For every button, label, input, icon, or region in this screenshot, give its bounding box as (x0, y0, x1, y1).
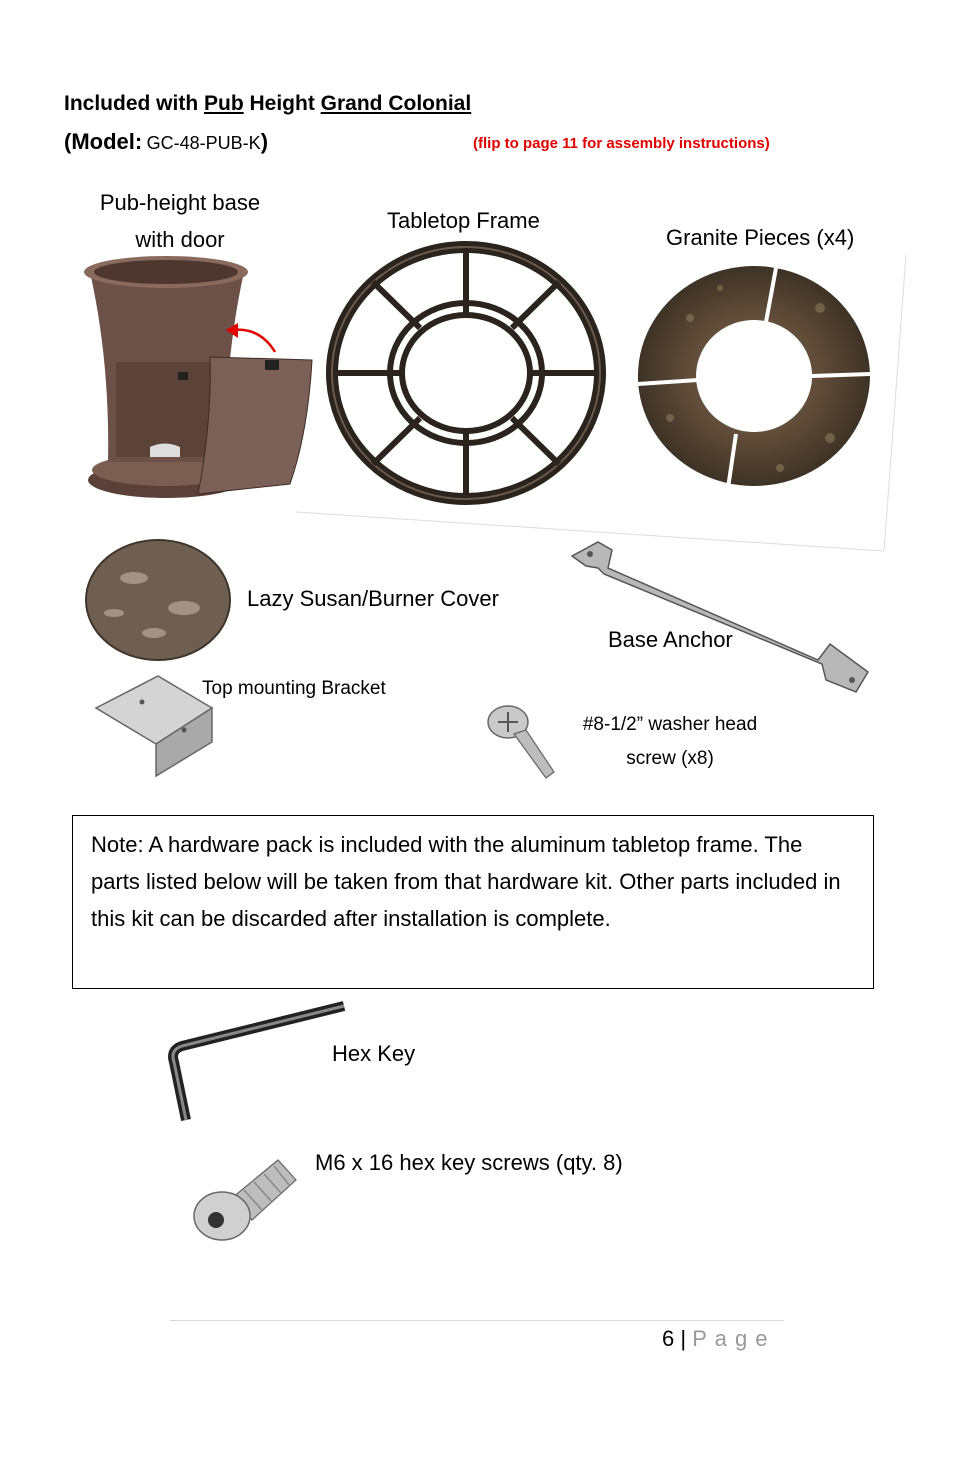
title-line (64, 92, 471, 116)
base-opening-light (150, 444, 180, 458)
title-prefix: Included with (64, 92, 204, 115)
title-pub: Pub (204, 92, 244, 115)
washer-screw-illustration (484, 694, 560, 782)
washer-screw-label (560, 708, 780, 776)
model-close: ) (260, 129, 269, 154)
hex-screws-label: M6 x 16 hex key screws (qty. 8) (315, 1150, 623, 1175)
washer-screw-label-line1: #8-1/2” washer head (582, 714, 758, 735)
hardware-note: Note: A hardware pack is included with the aluminum tabletop frame. The parts listed below will be taken from that hardware kit. Other parts included in this kit can be discarded after installation is complete. (72, 815, 874, 989)
page-number: 6 (662, 1326, 675, 1351)
page-footer (662, 1326, 769, 1352)
model-value: GC-48-PUB-K (146, 133, 261, 153)
flip-note: (flip to page 11 for assembly instructions) (473, 135, 770, 152)
granite-label: Granite Pieces (x4) (666, 225, 855, 250)
base-door (198, 357, 312, 494)
hex-key-label: Hex Key (332, 1041, 416, 1066)
page-separator: | (680, 1326, 687, 1351)
base-anchor-bar (572, 542, 868, 692)
frame-label: Tabletop Frame (387, 208, 540, 233)
hex-key-illustration (164, 998, 354, 1128)
base-label-line1: Pub-height base (99, 190, 261, 215)
pub-base-illustration (80, 252, 320, 512)
door-hinge (265, 360, 279, 370)
base-label (80, 184, 280, 258)
backdrop-lines (296, 255, 916, 555)
door-latch (178, 372, 188, 380)
bracket-label: Top mounting Bracket (202, 678, 386, 699)
washer-screw-label-line2: screw (x8) (626, 748, 714, 769)
title-grand-colonial: Grand Colonial (320, 92, 472, 115)
page-word: P a g e (692, 1326, 769, 1351)
lazy-susan-illustration (84, 538, 234, 662)
title-mid: Height (243, 92, 321, 115)
base-opening-shadow (116, 362, 220, 457)
lazy-susan-label: Lazy Susan/Burner Cover (247, 586, 499, 611)
door-arrow (232, 330, 275, 352)
hex-screw-illustration (192, 1150, 302, 1254)
base-label-line2: with door (135, 227, 225, 252)
base-rim-inner (94, 260, 238, 284)
base-anchor-label: Base Anchor (608, 627, 733, 652)
footer-rule (170, 1320, 784, 1321)
base-anchor-illustration (568, 540, 874, 700)
model-label: (Model: (64, 129, 143, 154)
model-line (64, 129, 268, 155)
